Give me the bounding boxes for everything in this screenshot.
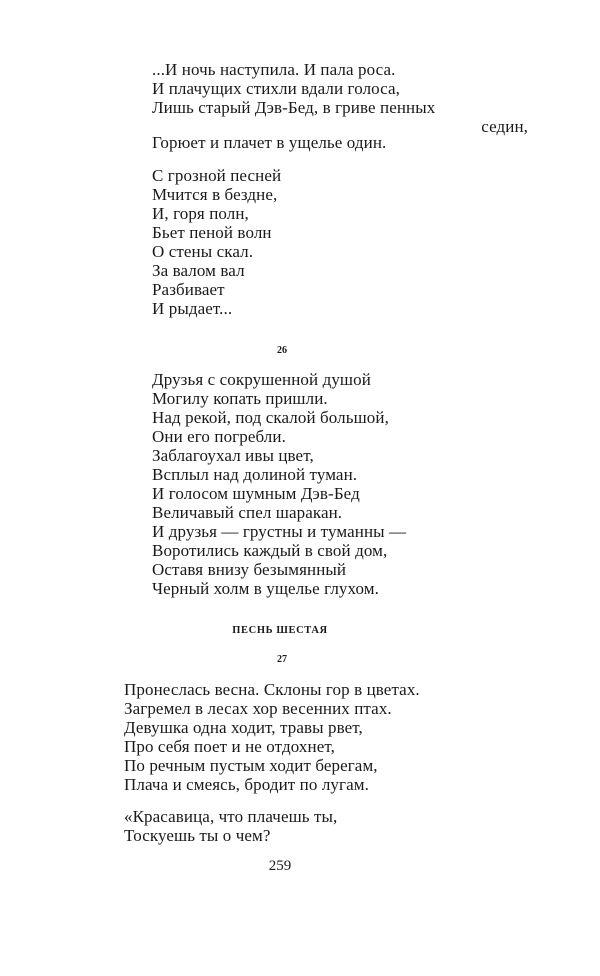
verse-line: Воротились каждый в свой дом, [152,541,388,560]
verse-line: За валом вал [152,261,245,280]
verse-line: Они его погребли. [152,427,286,446]
verse-line: Над рекой, под скалой большой, [152,408,389,427]
verse-line: Бьет пеной волн [152,223,272,242]
verse-line: Плача и смеясь, бродит по лугам. [124,775,369,794]
verse-line: По речным пустым ходит берегам, [124,756,378,775]
stanza-1 [152,60,528,136]
verse-line: Заблагоухал ивы цвет, [152,446,314,465]
verse-line: И, горя полн, [152,204,249,223]
verse-line: Девушка одна ходит, травы рвет, [124,718,363,737]
verse-line: И плачущих стихли вдали голоса, [152,79,401,98]
stanza-5 [124,807,337,845]
verse-line-continuation: седин, [481,117,528,136]
verse-line: ...И ночь наступила. И пала роса. [152,60,396,79]
verse-line: О стены скал. [152,242,254,261]
stanza-1-end [152,133,528,152]
verse-line: Оставя внизу безымянный [152,560,347,579]
verse-line: И голосом шумным Дэв-Бед [152,484,360,503]
stanza-2 [152,166,281,318]
verse-line: Друзья с сокрушенной душой [152,370,371,389]
verse-line: Горюет и плачет в ущелье один. [152,133,387,152]
section-number-26: 26 [277,345,287,356]
verse-line: Про себя поет и не отдохнет, [124,737,335,756]
stanza-3 [152,370,406,598]
verse-line: Мчится в бездне, [152,185,278,204]
verse-line: И рыдает... [152,299,233,318]
verse-line: «Красавица, что плачешь ты, [124,807,338,826]
verse-line: Загремел в лесах хор весенних птах. [124,699,392,718]
verse-line: Тоскуешь ты о чем? [124,826,271,845]
section-number-27: 27 [277,654,287,665]
verse-line: Могилу копать пришли. [152,389,328,408]
verse-line: И друзья — грустны и туманны — [152,522,407,541]
verse-line: Всплыл над долиной туман. [152,465,358,484]
verse-line: Величавый спел шаракан. [152,503,343,522]
verse-line: Лишь старый Дэв-Бед, в гриве пенных [152,98,436,117]
verse-line: С грозной песней [152,166,282,185]
page-number: 259 [268,858,292,874]
verse-line: Черный холм в ущелье глухом. [152,579,379,598]
verse-line: Разбивает [152,280,225,299]
verse-line: Пронеслась весна. Склоны гор в цветах. [124,680,420,699]
stanza-4 [124,680,420,794]
song-heading: ПЕСНЬ ШЕСТАЯ [232,625,328,636]
